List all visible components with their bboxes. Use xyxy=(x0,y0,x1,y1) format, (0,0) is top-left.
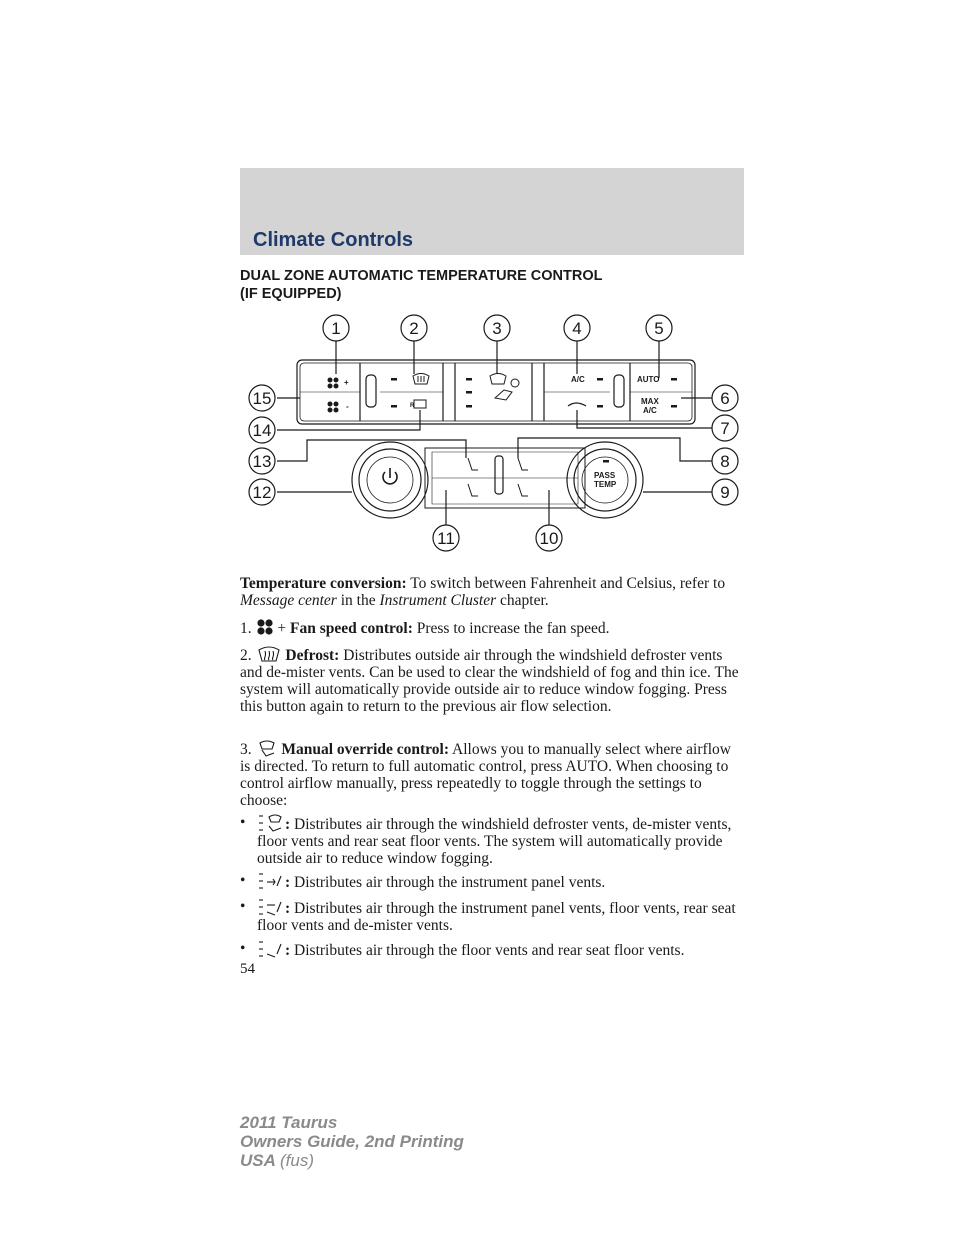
bullet-text: Distributes air through the windshield defroster vents, de-mister vents, floor vents and rear seat floor vents. The system will automatically provide outside air to reduce window fogging. xyxy=(257,816,732,867)
footer-line1: 2011 Taurus xyxy=(240,1113,338,1132)
svg-text:3: 3 xyxy=(492,319,502,338)
svg-text:10: 10 xyxy=(539,529,559,548)
callout-4 xyxy=(564,315,590,341)
item-manual-override xyxy=(240,739,745,809)
list-item: • : Distributes air through the floor vents and rear seat floor vents. xyxy=(240,940,685,959)
panel-floor-airflow-icon xyxy=(257,898,285,916)
section-title xyxy=(240,267,760,303)
item-number: 1. xyxy=(240,620,252,637)
defrost-text: Distributes outside air through the windshield defroster vents and de-mister vents. Can be used to clear the windshield of fog and thin ice. The system will automatically provide outside air to reduce window fogging. Press this button again to return to the previous air flow selection. xyxy=(240,647,739,715)
temp-conversion-text: To switch between Fahrenheit and Celsius, refer to xyxy=(410,575,726,592)
svg-text:7: 7 xyxy=(720,419,730,438)
callout-6 xyxy=(712,385,738,411)
manual-override-text: Allows you to manually select where airflow is directed. To return to full automatic control, press AUTO. When choosing to control airflow manually, press repeatedly to toggle through the settings to choose: xyxy=(240,741,731,809)
temp-label: TEMP xyxy=(594,480,617,489)
list-item: • : Distributes air through the instrument panel vents, floor vents, rear seat floor vents and de-mister vents. xyxy=(240,898,736,934)
list-item: • : Distributes air through the windshield defroster vents, de-mister vents, floor vents and rear seat floor vents. The system will automatically provide outside air to reduce window fogging. xyxy=(240,814,732,867)
svg-text:13: 13 xyxy=(252,452,272,471)
max-ac-label: A/C xyxy=(643,406,657,415)
section-title-line2: (IF EQUIPPED) xyxy=(240,286,342,302)
bullet-separator: : xyxy=(285,874,291,891)
fan-speed-label: Fan speed control: xyxy=(290,620,413,637)
svg-text:6: 6 xyxy=(720,389,730,408)
callout-15 xyxy=(249,385,275,411)
temp-conversion-end: chapter. xyxy=(500,592,549,609)
bullet-separator: : xyxy=(285,942,291,959)
bullet-separator: : xyxy=(285,816,291,833)
svg-text:9: 9 xyxy=(720,483,730,502)
item-fan-speed xyxy=(240,618,745,637)
pass-label: PASS xyxy=(594,471,616,480)
item-defrost xyxy=(240,645,745,715)
callout-9 xyxy=(712,479,738,505)
fan-minus-label: - xyxy=(346,402,349,411)
climate-control-diagram xyxy=(240,310,760,560)
fan-plus-label: + xyxy=(344,378,349,387)
callout-8 xyxy=(712,448,738,474)
manual-override-label: Manual override control: xyxy=(281,741,449,758)
temp-conversion-paragraph xyxy=(240,575,745,609)
defrost-icon xyxy=(256,645,282,663)
callout-7 xyxy=(712,415,738,441)
item-number: 2. xyxy=(240,647,252,664)
bullet-text: Distributes air through the instrument panel vents. xyxy=(294,874,606,891)
callout-14 xyxy=(249,417,275,443)
chapter-title: Climate Controls xyxy=(253,229,414,251)
callout-1 xyxy=(323,315,349,341)
temp-conversion-mid: in the xyxy=(340,592,376,609)
fan-plus-symbol: + xyxy=(277,620,287,637)
max-label: MAX xyxy=(641,397,659,406)
fan-icon xyxy=(256,618,274,636)
auto-label: AUTO xyxy=(637,375,660,384)
instrument-cluster-ref: Instrument Cluster xyxy=(379,592,497,609)
manual-override-icon xyxy=(256,739,278,757)
svg-text:4: 4 xyxy=(572,319,582,338)
footer-code: (fus) xyxy=(280,1151,314,1170)
footer-line3 xyxy=(240,1151,464,1170)
temp-conversion-label: Temperature conversion: xyxy=(240,575,407,592)
svg-text:14: 14 xyxy=(252,421,272,440)
footer xyxy=(240,1113,464,1170)
defrost-label: Defrost: xyxy=(285,647,340,664)
page-number: 54 xyxy=(240,961,255,977)
item-number: 3. xyxy=(240,741,252,758)
svg-text:2: 2 xyxy=(409,319,419,338)
callout-13 xyxy=(249,448,275,474)
defrost-floor-airflow-icon xyxy=(257,814,285,832)
svg-text:12: 12 xyxy=(252,483,272,502)
message-center-ref: Message center xyxy=(240,592,337,609)
list-item: • : Distributes air through the instrument panel vents. xyxy=(240,872,606,891)
callout-5 xyxy=(646,315,672,341)
fan-speed-text: Press to increase the fan speed. xyxy=(416,620,610,637)
bullet-text: Distributes air through the instrument panel vents, floor vents, rear seat floor vents and de-mister vents. xyxy=(257,900,736,934)
bullet-separator: : xyxy=(285,900,291,917)
footer-line2: Owners Guide, 2nd Printing xyxy=(240,1132,464,1151)
panel-airflow-icon xyxy=(257,872,285,890)
callout-3 xyxy=(484,315,510,341)
bullet-text: Distributes air through the floor vents and rear seat floor vents. xyxy=(294,942,685,959)
svg-text:15: 15 xyxy=(252,389,272,408)
callout-12 xyxy=(249,479,275,505)
ac-label: A/C xyxy=(571,375,585,384)
callout-10 xyxy=(536,525,562,551)
floor-airflow-icon xyxy=(257,940,285,958)
footer-country: USA xyxy=(240,1151,276,1170)
callout-11 xyxy=(433,525,459,551)
callout-2 xyxy=(401,315,427,341)
svg-text:8: 8 xyxy=(720,452,730,471)
chapter-header xyxy=(240,168,744,255)
svg-text:5: 5 xyxy=(654,319,664,338)
svg-text:1: 1 xyxy=(331,319,341,338)
svg-text:11: 11 xyxy=(437,529,455,548)
section-title-line1: DUAL ZONE AUTOMATIC TEMPERATURE CONTROL xyxy=(240,268,603,284)
rear-defrost-r-label: R xyxy=(410,403,415,409)
